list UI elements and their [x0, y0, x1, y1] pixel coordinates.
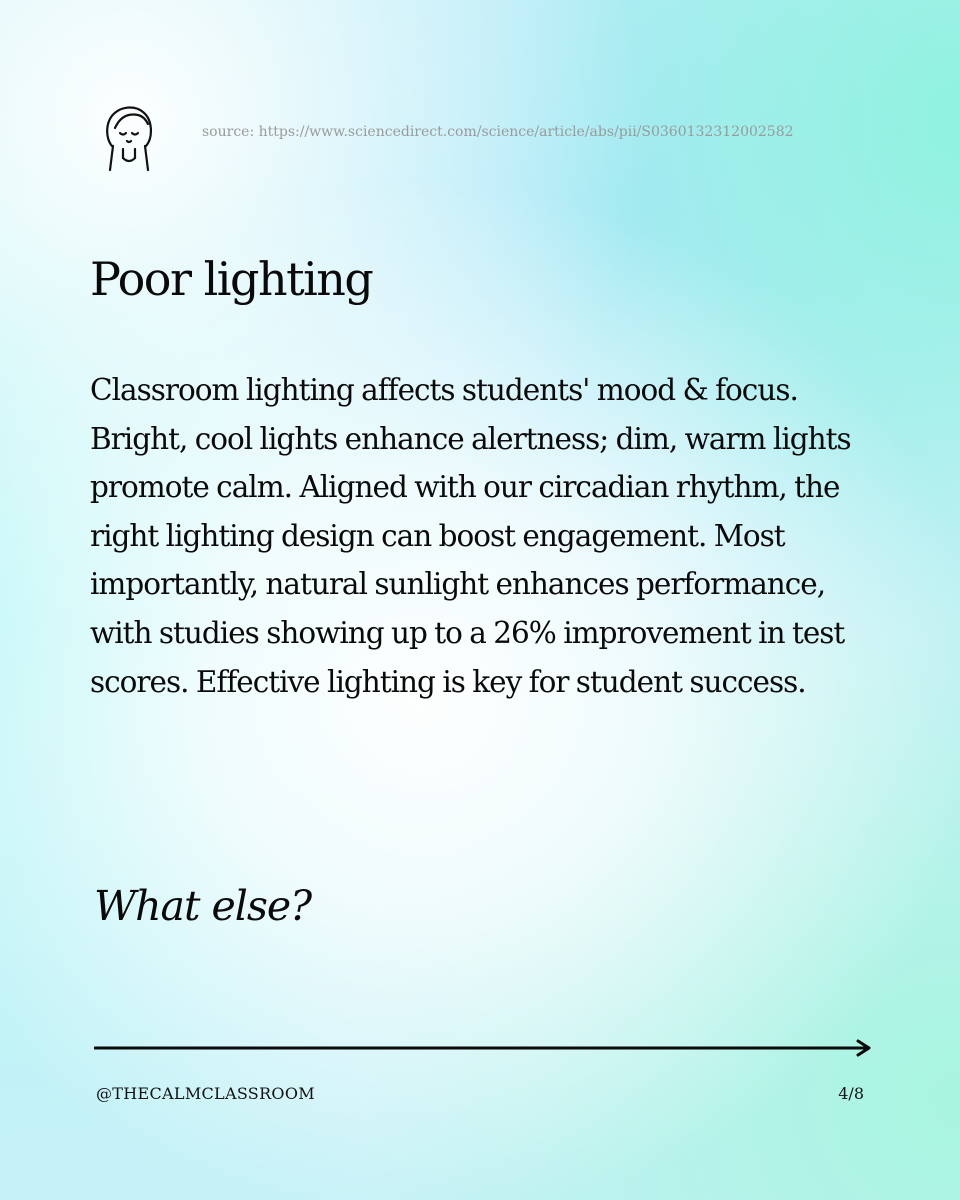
page-title: Poor lighting [90, 252, 373, 306]
arrow-right-icon [94, 1038, 872, 1058]
what-else-prompt: What else? [94, 882, 312, 930]
source-citation: source: https://www.sciencedirect.com/science/article/abs/pii/S0360132312002582 [202, 124, 794, 140]
calm-face-icon [102, 102, 156, 174]
page-indicator: 4/8 [838, 1084, 864, 1103]
account-handle: @THECALMCLASSROOM [96, 1084, 315, 1103]
body-paragraph: Classroom lighting affects students' mood & focus. Bright, cool lights enhance alertness; dim, warm lights promote calm. Aligned with our circadian rhythm, the right lighting design can boost engagement. Most importantly, natural sunlight enhances performance, with studies showing up to a 26% improvement in test scores. Effective lighting is key for student success. [90, 373, 851, 699]
